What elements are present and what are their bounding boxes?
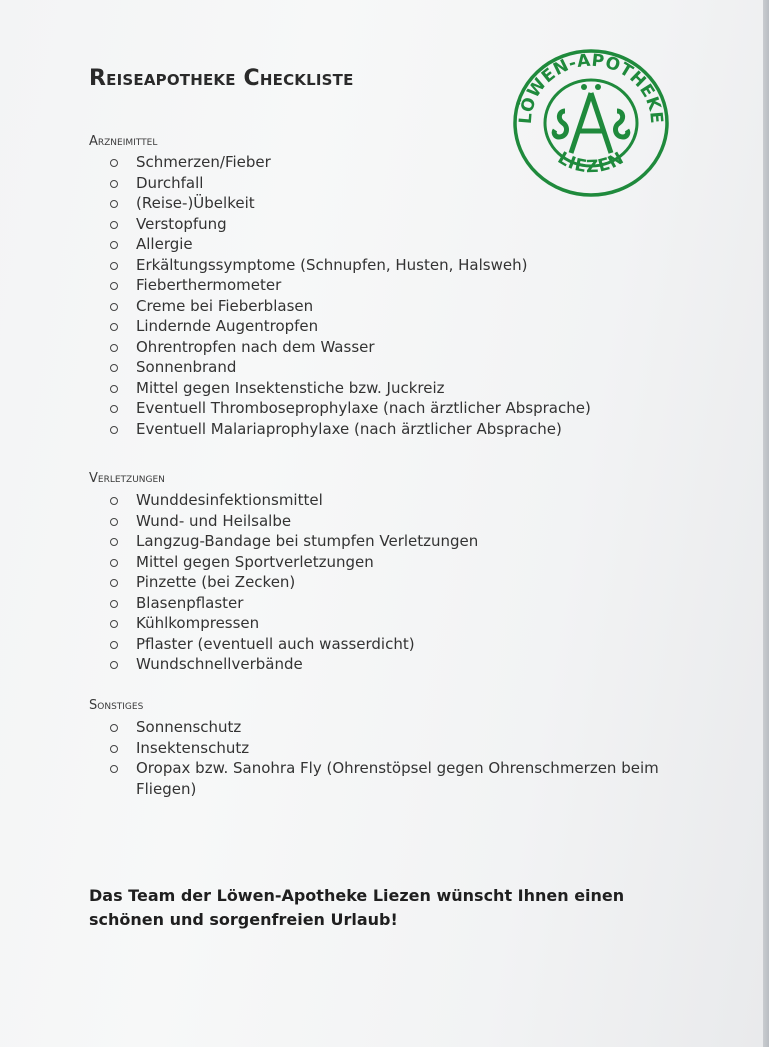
bullet-icon [110, 364, 118, 372]
list-item: Sonnenschutz [107, 717, 667, 738]
bullet-icon [110, 559, 118, 567]
bullet-icon [110, 262, 118, 270]
sheet-edge [763, 0, 769, 1047]
list-sonstiges [107, 717, 667, 799]
list-item: Eventuell Thromboseprophylaxe (nach ärztlicher Absprache) [107, 398, 667, 419]
bullet-icon [110, 426, 118, 434]
bullet-icon [110, 518, 118, 526]
list-item: Eventuell Malariaprophylaxe (nach ärztlicher Absprache) [107, 419, 667, 440]
list-item: Fieberthermometer [107, 275, 667, 296]
list-item: Mittel gegen Sportverletzungen [107, 552, 667, 573]
bullet-icon [110, 538, 118, 546]
bullet-icon [110, 200, 118, 208]
bullet-icon [110, 745, 118, 753]
list-item: Kühlkompressen [107, 613, 667, 634]
list-arzneimittel [107, 152, 667, 439]
page-title: Reiseapotheke Checkliste [89, 66, 354, 91]
bullet-icon [110, 497, 118, 505]
list-item: Ohrentropfen nach dem Wasser [107, 337, 667, 358]
list-item: Lindernde Augentropfen [107, 316, 667, 337]
list-item: Verstopfung [107, 214, 667, 235]
bullet-icon [110, 323, 118, 331]
bullet-icon [110, 180, 118, 188]
list-item: Allergie [107, 234, 667, 255]
bullet-icon [110, 159, 118, 167]
bullet-icon [110, 241, 118, 249]
list-item: Insektenschutz [107, 738, 667, 759]
bullet-icon [110, 221, 118, 229]
bullet-icon [110, 405, 118, 413]
bullet-icon [110, 620, 118, 628]
list-item: Erkältungssymptome (Schnupfen, Husten, Halsweh) [107, 255, 667, 276]
bullet-icon [110, 724, 118, 732]
section-heading-sonstiges: Sonstiges [89, 698, 144, 713]
list-item: (Reise-)Übelkeit [107, 193, 667, 214]
list-item: Pinzette (bei Zecken) [107, 572, 667, 593]
list-item: Mittel gegen Insektenstiche bzw. Juckreiz [107, 378, 667, 399]
list-item: Langzug-Bandage bei stumpfen Verletzungen [107, 531, 667, 552]
list-item: Oropax bzw. Sanohra Fly (Ohrenstöpsel gegen Ohrenschmerzen beim Fliegen) [107, 758, 667, 799]
closing-message: Das Team der Löwen-Apotheke Liezen wünscht Ihnen einen schönen und sorgenfreien Urlaub! [89, 886, 625, 929]
section-heading-arzneimittel: Arzneimittel [89, 134, 158, 149]
list-verletzungen [107, 490, 667, 675]
list-item: Creme bei Fieberblasen [107, 296, 667, 317]
bullet-icon [110, 579, 118, 587]
bullet-icon [110, 344, 118, 352]
bullet-icon [110, 765, 118, 773]
bullet-icon [110, 661, 118, 669]
bullet-icon [110, 385, 118, 393]
bullet-icon [110, 600, 118, 608]
bullet-icon [110, 282, 118, 290]
bullet-icon [110, 641, 118, 649]
bullet-icon [110, 303, 118, 311]
list-item: Schmerzen/Fieber [107, 152, 667, 173]
list-item: Pflaster (eventuell auch wasserdicht) [107, 634, 667, 655]
seal-top-text: LÖWEN-APOTHEKE [515, 50, 667, 125]
list-item: Durchfall [107, 173, 667, 194]
seal-bottom-text: LIEZEN [554, 148, 628, 178]
section-heading-verletzungen: Verletzungen [89, 471, 165, 486]
list-item: Wund- und Heilsalbe [107, 511, 667, 532]
list-item: Wunddesinfektionsmittel [107, 490, 667, 511]
list-item: Wundschnellverbände [107, 654, 667, 675]
list-item: Blasenpflaster [107, 593, 667, 614]
list-item: Sonnenbrand [107, 357, 667, 378]
